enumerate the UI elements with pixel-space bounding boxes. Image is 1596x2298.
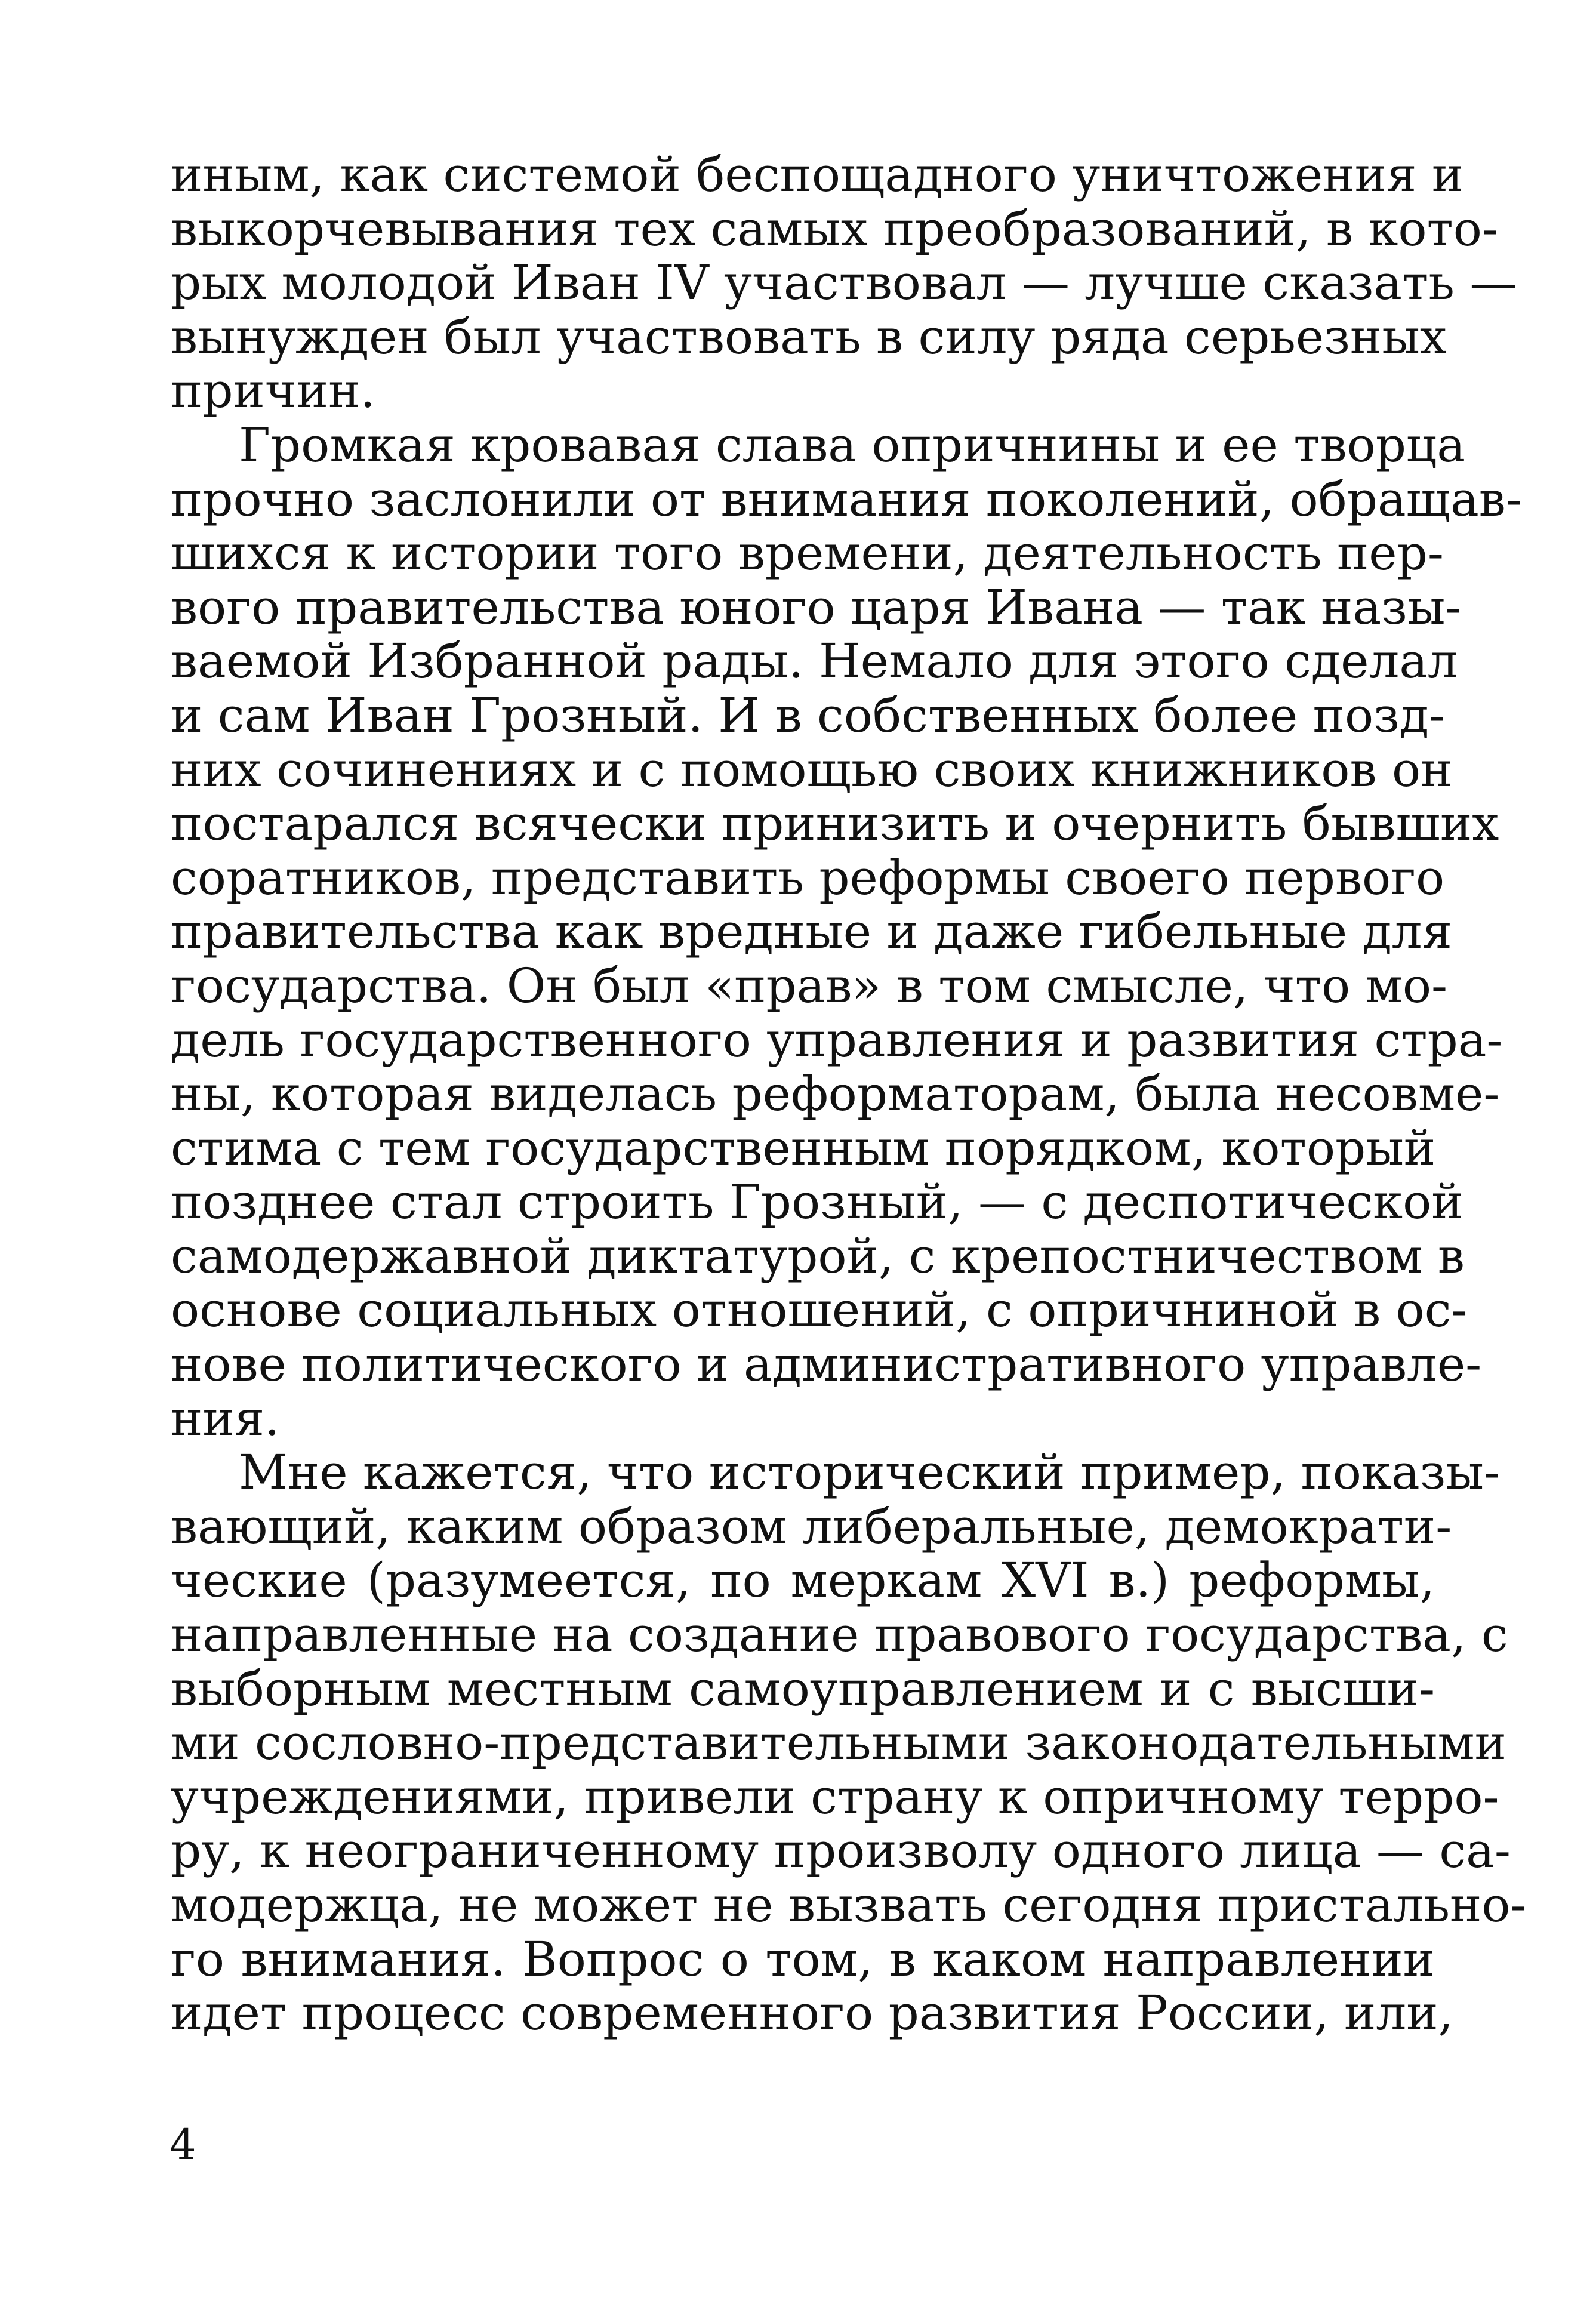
text-line: и сам Иван Грозный. И в собственных более позд- (171, 687, 1446, 743)
text-line: иным, как системой беспощадного уничтожения и (171, 147, 1464, 202)
text-line: позднее стал строить Грозный, — с деспотической (171, 1174, 1463, 1230)
text-line: выкорчевывания тех самых преобразований, в кото- (171, 201, 1498, 257)
text-line: направленные на создание правового государства, с (171, 1607, 1508, 1663)
body-text (171, 147, 1527, 2041)
text-line: самодержавной диктатурой, с крепостничеством в (171, 1228, 1465, 1284)
text-line: дель государственного управления и развития стра- (171, 1012, 1503, 1068)
text-line: вающий, каким образом либеральные, демократи- (171, 1498, 1452, 1554)
text-line: выборным местным самоуправлением и с высши- (171, 1661, 1435, 1717)
text-line: Мне кажется, что исторический пример, показы- (239, 1444, 1500, 1501)
text-line: основе социальных отношений, с опричниной в ос- (171, 1282, 1468, 1338)
text-line: шихся к истории того времени, деятельность пер- (171, 525, 1444, 581)
text-line: постарался всячески принизить и очернить бывших (171, 796, 1499, 852)
text-line: учреждениями, привели страну к опричному терро- (171, 1769, 1499, 1825)
text-line: прочно заслонили от внимания поколений, обращав- (171, 471, 1522, 527)
text-line: нове политического и административного управле- (171, 1336, 1482, 1393)
text-line: Громкая кровавая слава опричнины и ее творца (239, 417, 1466, 473)
text-line: стима с тем государственным порядком, который (171, 1120, 1436, 1176)
text-line: ру, к неограниченному произволу одного лица — са- (171, 1823, 1511, 1879)
text-line: го внимания. Вопрос о том, в каком направлении (171, 1931, 1435, 1987)
page-number: 4 (170, 2120, 196, 2169)
text-line: ния. (171, 1390, 280, 1446)
text-line: них сочинениях и с помощью своих книжников он (171, 741, 1453, 797)
text-line: государства. Он был «прав» в том смысле, что мо- (171, 957, 1448, 1014)
text-line: ческие (разумеется, по меркам XVI в.) реформы, (171, 1552, 1435, 1609)
text-line: идет процесс современного развития России, или, (171, 1985, 1453, 2041)
text-line: ми сословно-представительными законодательными (171, 1715, 1506, 1771)
text-line: причин. (171, 363, 375, 419)
text-line: рых молодой Иван IV участвовал — лучше сказать — (171, 255, 1518, 311)
text-line: ваемой Избранной рады. Немало для этого сделал (171, 633, 1458, 689)
text-line: вого правительства юного царя Ивана — так назы- (171, 579, 1462, 635)
text-line: модержца, не может не вызвать сегодня пристально- (171, 1877, 1527, 1933)
text-line: ны, которая виделась реформаторам, была несовме- (171, 1066, 1500, 1122)
text-line: вынужден был участвовать в силу ряда серьезных (171, 309, 1447, 365)
text-line: правительства как вредные и даже гибельные для (171, 904, 1453, 960)
text-line: соратников, представить реформы своего первого (171, 849, 1445, 905)
